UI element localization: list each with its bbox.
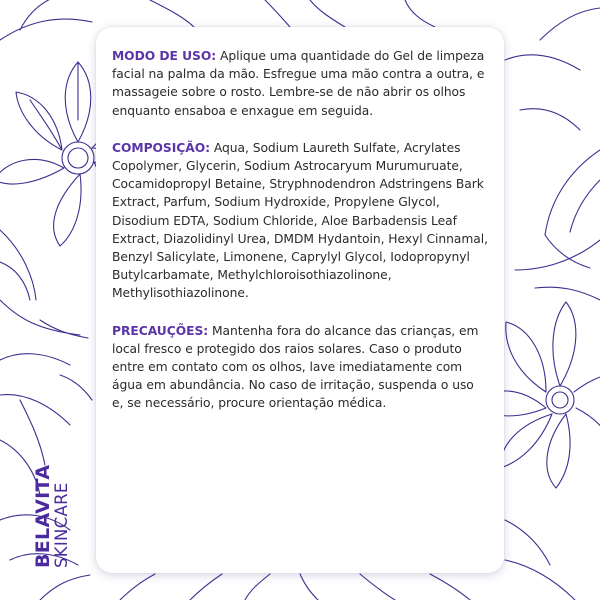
composition-section [112,139,488,303]
composition-heading: COMPOSIÇÃO: [112,140,210,155]
usage-text: Aplique uma quantidade do Gel de limpeza facial na palma da mão. Esfregue uma mão contra a outra, e massageie sobre o rosto. Lembre-se de não abrir os olhos enquanto ensaboa e enxague em seguida. [112,49,485,118]
precautions-text: Mantenha fora do alcance das crianças, em local fresco e protegido dos raios solares. Caso o produto entre em contato com os olhos, lave imediatamente com água em abundância. No caso de irritação, suspenda o uso e, se necessário, procure orientação médica. [112,323,479,411]
brand-logo [34,465,71,568]
precautions-section [112,322,488,413]
composition-text: Aqua, Sodium Laureth Sulfate, Acrylates Copolymer, Glycerin, Sodium Astrocaryum Murumuruate, Cocamidopropyl Betaine, Stryphnodendron Adstringens Bark Extract, Parfum, Sodium Hydroxide, Propylene Glycol, Disodium EDTA, Sodium Chloride, Aloe Barbadensis Leaf Extract, Diazolidinyl Urea, DMDM Hydantoin, Hexyl Cinnamal, Benzyl Salicylate, Limonene, Caprylyl Glycol, Iodopropynyl Butylcarbamate, Methylchloroisothiazolinone, Methylisothiazolinone. [112,140,489,301]
usage-section [112,47,488,120]
branches-top [150,0,435,28]
leaves-top-left [0,0,92,338]
usage-heading: MODO DE USO: [112,49,217,63]
leaves-right [505,8,600,300]
brand-subtitle: SKINCARE [52,482,71,568]
instructions-card [96,27,504,573]
brand-name: BELAVITA [32,464,54,568]
precautions-heading: PRECAUÇÕES: [112,323,209,338]
